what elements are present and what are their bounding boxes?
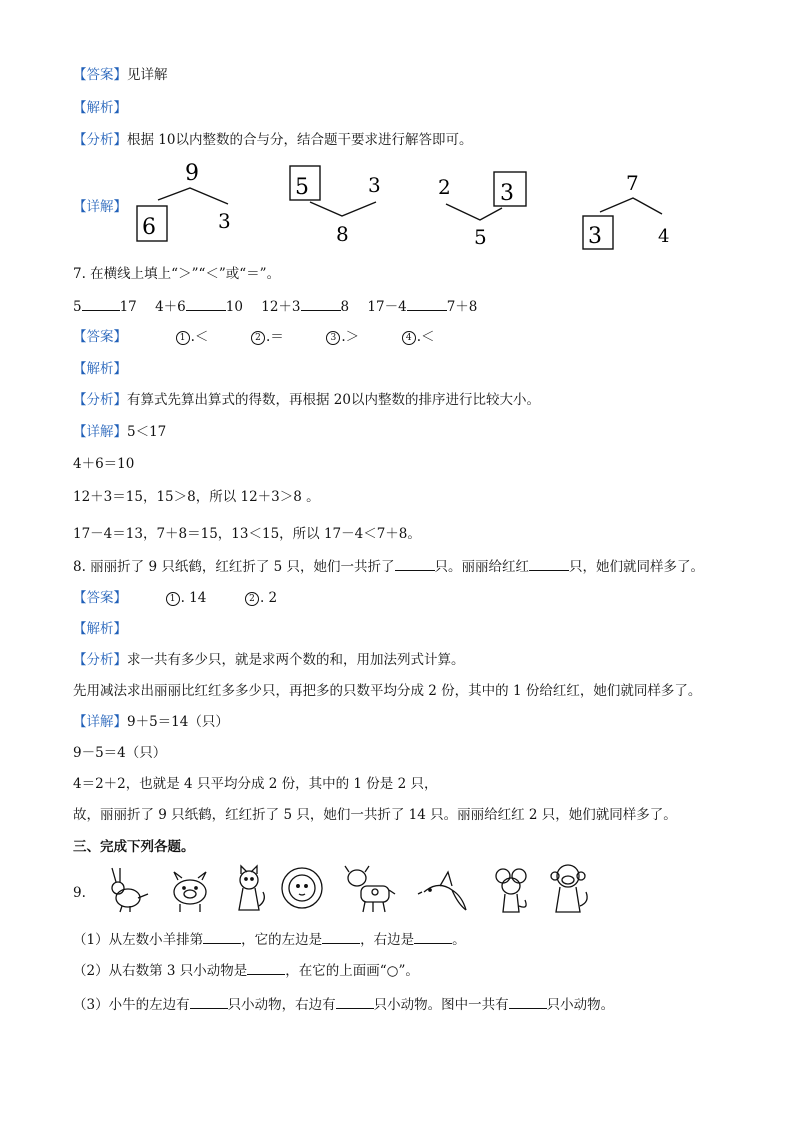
sub-text: ，右边是	[360, 932, 415, 948]
sub-text: （3）小牛的左边有	[73, 997, 190, 1013]
answer-blank[interactable]	[247, 961, 285, 975]
expr: 8	[340, 299, 350, 315]
answer-blank[interactable]	[82, 297, 120, 311]
q9-sub3	[73, 995, 614, 1014]
answer-value: .＜	[190, 329, 209, 345]
q8-text: 只，她们就同样多了。	[569, 559, 705, 575]
q8-text: 只。丽丽给红红	[434, 559, 530, 575]
answer-value: .＞	[341, 329, 360, 345]
cow-icon	[345, 866, 395, 912]
monkey-icon	[551, 865, 587, 912]
jiexi-tag: 【解析】	[73, 361, 127, 377]
circled-number: 2	[251, 331, 265, 345]
answer-value: .＜	[416, 329, 435, 345]
pig-icon	[174, 872, 206, 912]
q7-answer	[73, 328, 435, 346]
answer-tag: 【答案】	[73, 329, 127, 345]
expr: 7＋8	[446, 299, 478, 315]
fenxi-text: 求一共有多少只，就是求两个数的和，用加法列式计算。	[127, 652, 465, 668]
bond-right: 4	[658, 226, 670, 247]
step-text: 9＋5＝14（只）	[127, 714, 229, 730]
sub-text: 只小动物，右边有	[227, 997, 336, 1013]
answer-blank[interactable]	[203, 930, 241, 944]
number-bond-7	[583, 171, 669, 249]
q8-title	[73, 557, 704, 576]
analysis-heading	[73, 99, 127, 117]
bond-right: 3	[500, 181, 514, 206]
q8-fenxi2: 先用减法求出丽丽比红红多多少只，再把多的只数平均分成 2 份，其中的 1 份给红红，她们就同样多了。	[73, 683, 702, 699]
q8-fenxi	[73, 651, 465, 669]
bond-left: 2	[438, 175, 451, 199]
answer-blank[interactable]	[407, 297, 447, 311]
circled-number: 3	[326, 331, 340, 345]
sub-text: ，在它的上面画“○”。	[285, 963, 419, 979]
step-text: 5＜17	[127, 424, 167, 440]
xiangjie-tag: 【详解】	[73, 199, 127, 215]
circled-number: 1	[166, 592, 180, 606]
expr: 5	[73, 299, 82, 315]
sub-text: 。	[452, 932, 466, 948]
q8-step: 9－5＝4（只）	[73, 745, 167, 761]
xiangjie-line	[73, 198, 127, 216]
number-bond-9	[137, 161, 231, 241]
q7-jiexi	[73, 360, 127, 378]
q9-number: 9.	[73, 885, 86, 901]
fenxi-tag: 【分析】	[73, 652, 127, 668]
expr: 17－4	[367, 299, 407, 315]
section-title: 三、完成下列各题。	[73, 839, 195, 855]
expr: 4＋6	[155, 299, 186, 315]
answer-tag: 【答案】	[73, 590, 127, 606]
answer-text: 见详解	[127, 67, 168, 83]
q7-step: 12＋3＝15，15＞8，所以 12＋3＞8 。	[73, 489, 320, 505]
fenxi-line	[73, 131, 472, 149]
sub-text: 只小动物。图中一共有	[373, 997, 509, 1013]
answer-blank[interactable]	[509, 995, 547, 1009]
q7-title: 7. 在横线上填上“＞”“＜”或“＝”。	[73, 266, 281, 282]
circled-number: 2	[245, 592, 259, 606]
mouse-icon	[496, 869, 526, 912]
number-bond-8	[290, 166, 381, 246]
jiexi-tag: 【解析】	[73, 621, 127, 637]
bond-top: 8	[336, 222, 349, 246]
q7-fenxi	[73, 391, 540, 409]
answer-blank[interactable]	[336, 995, 374, 1009]
q7-step: 17－4＝13，7＋8＝15，13＜15，所以 17－4＜7＋8。	[73, 526, 421, 542]
answer-line	[73, 66, 168, 84]
xiangjie-tag: 【详解】	[73, 714, 127, 730]
bond-top: 9	[185, 161, 199, 186]
answer-value: . 14	[180, 590, 207, 606]
q8-step: 4＝2＋2，也就是 4 只平均分成 2 份，其中的 1 份是 2 只，	[73, 776, 438, 792]
answer-blank[interactable]	[301, 297, 341, 311]
answer-blank[interactable]	[529, 557, 569, 571]
bond-right: 3	[368, 173, 381, 197]
bond-top: 5	[474, 225, 487, 249]
answer-tag: 【答案】	[73, 67, 127, 83]
q8-xiangjie	[73, 713, 229, 731]
q8-step: 故，丽丽折了 9 只纸鹤，红红折了 5 只，她们一共折了 14 只。丽丽给红红 2 只，她们就同样多了。	[73, 807, 677, 823]
bond-top: 7	[626, 171, 639, 195]
answer-value: . 2	[259, 590, 278, 606]
cat-icon	[239, 866, 264, 910]
sub-text: 只小动物。	[546, 997, 615, 1013]
fenxi-tag: 【分析】	[73, 132, 127, 148]
circled-number: 1	[176, 331, 190, 345]
xiangjie-tag: 【详解】	[73, 424, 127, 440]
animal-row	[100, 860, 600, 920]
q8-jiexi	[73, 620, 127, 638]
sub-text: （1）从左数小羊排第	[73, 932, 204, 948]
sheep-icon	[282, 868, 322, 908]
q7-xiangjie	[73, 423, 166, 441]
fenxi-text: 根据 10以内整数的合与分，结合题干要求进行解答即可。	[127, 132, 473, 148]
number-bond-diagrams	[130, 158, 690, 253]
q8-text: 8. 丽丽折了 9 只纸鹤，红红折了 5 只，她们一共折了	[73, 559, 395, 575]
answer-blank[interactable]	[414, 930, 452, 944]
expr: 17	[119, 299, 137, 315]
rabbit-icon	[112, 868, 148, 912]
q7-expressions	[73, 297, 477, 316]
q8-answer	[73, 589, 277, 607]
q9-sub1	[73, 930, 466, 949]
answer-blank[interactable]	[395, 557, 435, 571]
bond-right: 3	[218, 209, 231, 233]
number-bond-5	[438, 172, 526, 249]
q7-step: 4＋6＝10	[73, 456, 135, 472]
answer-blank[interactable]	[186, 297, 226, 311]
answer-blank[interactable]	[322, 930, 360, 944]
bond-left: 3	[588, 224, 602, 249]
sub-text: （2）从右数第 3 只小动物是	[73, 963, 248, 979]
answer-blank[interactable]	[190, 995, 228, 1009]
bird-icon	[418, 872, 466, 910]
bond-left: 6	[142, 215, 156, 240]
jiexi-tag: 【解析】	[73, 100, 127, 116]
answer-value: .＝	[265, 329, 284, 345]
fenxi-tag: 【分析】	[73, 392, 127, 408]
expr: 12＋3	[261, 299, 301, 315]
q9-sub2	[73, 961, 419, 980]
expr: 10	[225, 299, 243, 315]
sub-text: ，它的左边是	[241, 932, 323, 948]
circled-number: 4	[402, 331, 416, 345]
bond-left: 5	[295, 175, 309, 200]
fenxi-text: 有算式先算出算式的得数，再根据 20以内整数的排序进行比较大小。	[127, 392, 540, 408]
